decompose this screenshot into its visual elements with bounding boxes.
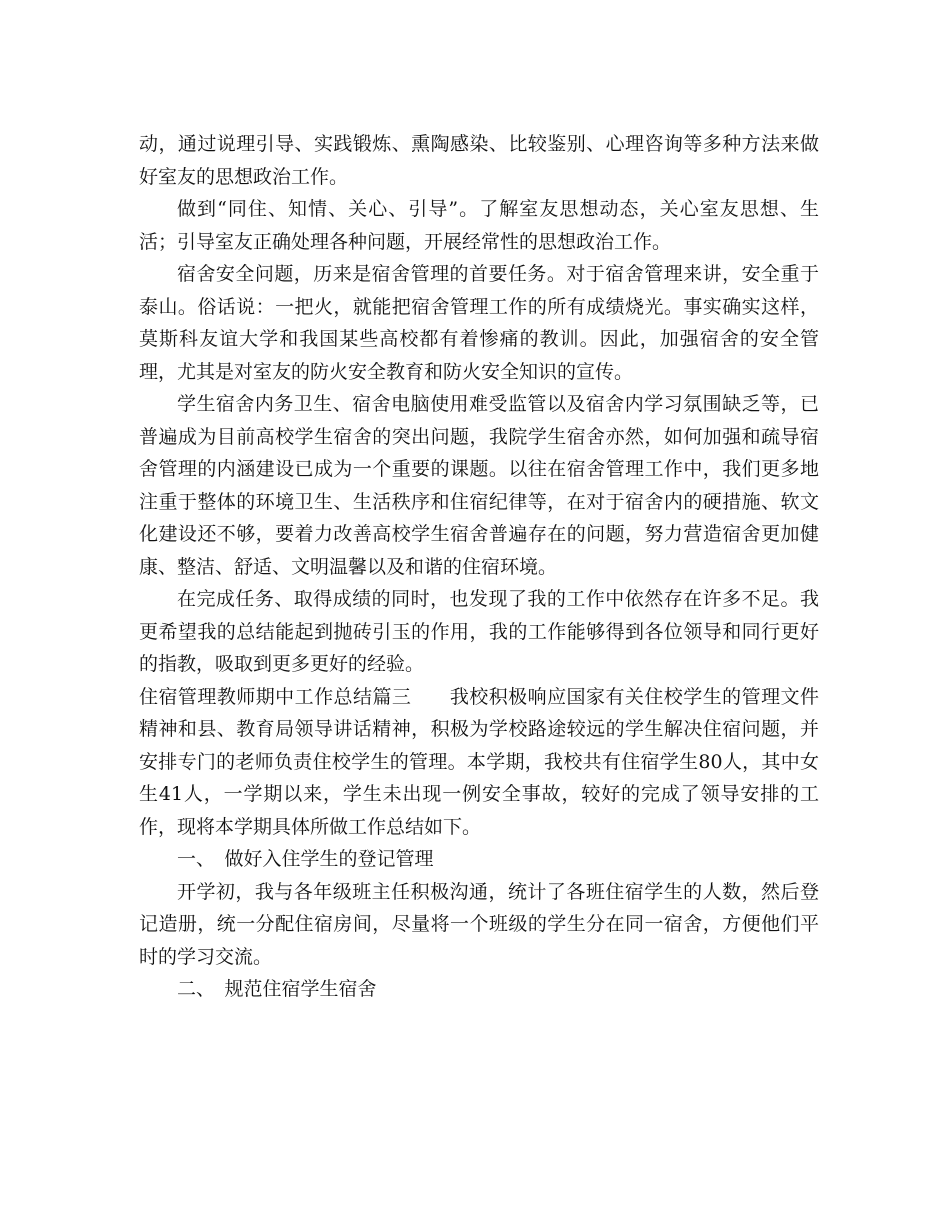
section-title: 住宿管理教师期中工作总结篇三 [139, 685, 412, 708]
paragraph-5: 在完成任务、取得成绩的同时，也发现了我的工作中依然存在许多不足。我更希望我的总结能起到抛砖引玉的作用，我的工作能够得到各位领导和同行更好的指教，吸取到更多更好的经验。 [139, 588, 819, 675]
item-heading-1: 一、 做好入住学生的登记管理 [177, 848, 434, 870]
item-heading-2: 二、 规范住宿学生宿舍 [177, 978, 377, 1000]
section-text: 我校积极响应国家有关住校学生的管理文件精神和县、教育局领导讲话精神，积极为学校路途较远的学生解决住宿问题，并安排专门的老师负责住校学生的管理。本学期，我校共有住宿学生80人，其中女生41人，一学期以来，学生未出现一例安全事故，较好的完成了领导安排的工作，现将本学期具体所做工作总结如下。 [139, 685, 819, 838]
paragraph-4: 学生宿舍内务卫生、宿舍电脑使用难受监管以及宿舍内学习氛围缺乏等，已普遍成为目前高校学生宿舍的突出问题，我院学生宿舍亦然，如何加强和疏导宿舍管理的内涵建设已成为一个重要的课题。以往在宿舍管理工作中，我们更多地注重于整体的环境卫生、生活秩序和住宿纪律等，在对于宿舍内的硬措施、软文化建设还不够，要着力改善高校学生宿舍普遍存在的问题，努力营造宿舍更加健康、整洁、舒适、文明温馨以及和谐的住宿环境。 [139, 393, 819, 578]
section-paragraph [139, 681, 819, 844]
paragraph-3: 宿舍安全问题，历来是宿舍管理的首要任务。对于宿舍管理来讲，安全重于泰山。俗话说：一把火，就能把宿舍管理工作的所有成绩烧光。事实确实这样，莫斯科友谊大学和我国某些高校都有着惨痛的教训。因此，加强宿舍的安全管理，尤其是对室友的防火安全教育和防火安全知识的宣传。 [139, 263, 819, 383]
item-body-1: 开学初，我与各年级班主任积极沟通，统计了各班住宿学生的人数，然后登记造册，统一分配住宿房间，尽量将一个班级的学生分在同一宿舍，方便他们平时的学习交流。 [139, 880, 819, 968]
paragraph-1: 动，通过说理引导、实践锻炼、熏陶感染、比较鉴别、心理咨询等多种方法来做好室友的思想政治工作。 [139, 133, 819, 188]
document-body [139, 128, 819, 1006]
paragraph-2: 做到“同住、知情、关心、引导”。了解室友思想动态，关心室友思想、生活；引导室友正确处理各种问题，开展经常性的思想政治工作。 [139, 198, 819, 253]
